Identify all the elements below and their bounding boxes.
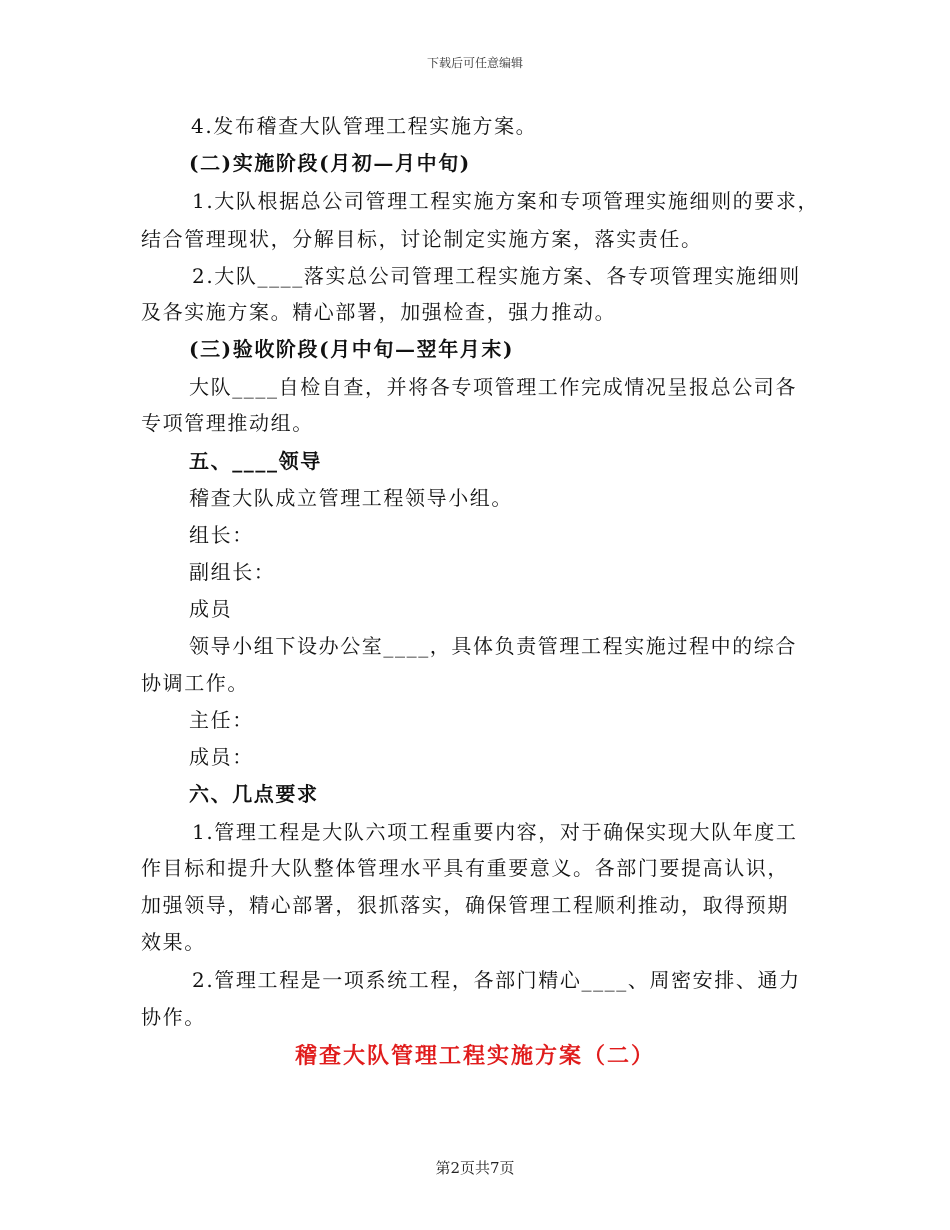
body-line: 稽查大队成立管理工程领导小组。 (189, 486, 513, 510)
body-line: 成员 (189, 597, 233, 621)
body-line: 2.大队____落实总公司管理工程实施方案、各专项管理实施细则 (192, 264, 801, 288)
page-footer: 第2页共7页 (435, 1159, 515, 1177)
body-line: 主任： (189, 708, 254, 732)
body-line: 加强领导，精心部署，狠抓落实，确保管理工程顺利推动，取得预期 (141, 893, 789, 917)
document-section-title: 稽查大队管理工程实施方案（二） (294, 1043, 655, 1069)
body-line: 协作。 (141, 1005, 206, 1029)
body-line: 结合管理现状，分解目标，讨论制定实施方案，落实责任。 (141, 227, 703, 251)
body-line: 大队____自检自查，并将各专项管理工作完成情况呈报总公司各 (189, 375, 797, 399)
body-line: 副组长： (189, 560, 276, 584)
section-heading: (三)验收阶段(月中旬—翌年月末) (189, 337, 515, 361)
body-line: 领导小组下设办公室____，具体负责管理工程实施过程中的综合 (189, 634, 797, 658)
body-line: 2.管理工程是一项系统工程，各部门精心____、周密安排、通力 (192, 968, 801, 992)
body-line: 成员： (189, 745, 254, 769)
page-header: 下载后可任意编辑 (426, 56, 523, 70)
body-line: 1.大队根据总公司管理工程实施方案和专项管理实施细则的要求， (192, 189, 820, 213)
body-line: 协调工作。 (141, 671, 249, 695)
body-line: 4.发布稽查大队管理工程实施方案。 (191, 114, 538, 138)
body-line: 作目标和提升大队整体管理水平具有重要意义。各部门要提高认识， (141, 856, 789, 880)
body-line: 效果。 (141, 930, 206, 954)
section-heading: 五、____领导 (189, 449, 322, 473)
body-line: 专项管理推动组。 (141, 411, 314, 435)
body-line: 组长： (189, 523, 254, 547)
section-heading: (二)实施阶段(月初—月中旬) (189, 151, 471, 175)
body-line: 及各实施方案。精心部署，加强检查，强力推动。 (141, 300, 617, 324)
section-heading: 六、几点要求 (189, 782, 319, 806)
body-line: 1.管理工程是大队六项工程重要内容，对于确保实现大队年度工 (192, 820, 798, 844)
